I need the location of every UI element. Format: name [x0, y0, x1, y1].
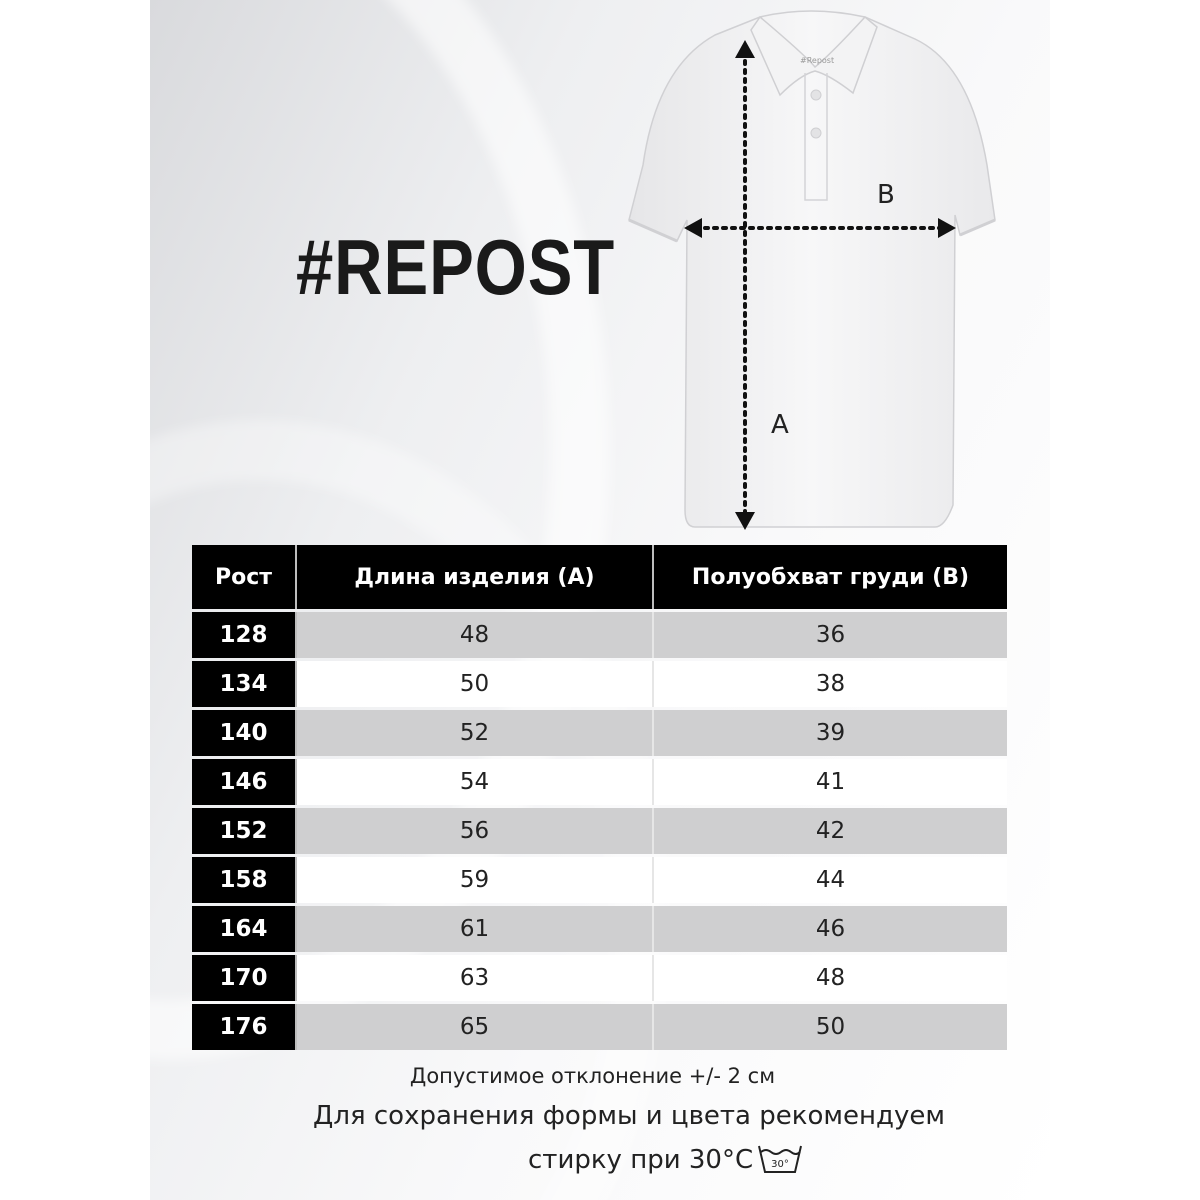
cell-rost: 140 [192, 710, 297, 756]
header-chest: Полуобхват груди (В) [654, 545, 1007, 609]
tolerance-note: Допустимое отклонение +/- 2 см [409, 1064, 776, 1088]
cell-length: 48 [297, 612, 654, 658]
cell-length: 50 [297, 661, 654, 707]
wash-30-icon [757, 1142, 803, 1176]
cell-chest: 36 [654, 612, 1007, 658]
table-row [192, 857, 1007, 903]
care-note-line2: стирку при 30°С [528, 1145, 754, 1175]
shirt-tag-text: #Repost [800, 56, 835, 65]
cell-rost: 176 [192, 1004, 297, 1050]
label-b: B [877, 180, 895, 210]
cell-length: 63 [297, 955, 654, 1001]
table-row [192, 661, 1007, 707]
table-row [192, 1004, 1007, 1050]
table-row [192, 759, 1007, 805]
cell-length: 65 [297, 1004, 654, 1050]
table-row [192, 612, 1007, 658]
cell-length: 59 [297, 857, 654, 903]
cell-chest: 48 [654, 955, 1007, 1001]
cell-rost: 164 [192, 906, 297, 952]
cell-chest: 46 [654, 906, 1007, 952]
cell-length: 54 [297, 759, 654, 805]
care-note-line1: Для сохранения формы и цвета рекомендуем [313, 1101, 945, 1131]
label-a: A [771, 410, 789, 440]
chest-arrow-b [684, 218, 956, 238]
cell-rost: 134 [192, 661, 297, 707]
wash-temp-text: 30° [771, 1159, 789, 1170]
table-row [192, 808, 1007, 854]
size-table [192, 542, 1007, 1053]
length-arrow-a [735, 40, 755, 530]
cell-rost: 158 [192, 857, 297, 903]
header-rost: Рост [192, 545, 297, 609]
cell-chest: 41 [654, 759, 1007, 805]
cell-rost: 170 [192, 955, 297, 1001]
brand-logo: #REPOST [296, 223, 616, 311]
cell-chest: 50 [654, 1004, 1007, 1050]
cell-chest: 38 [654, 661, 1007, 707]
table-row [192, 955, 1007, 1001]
cell-chest: 42 [654, 808, 1007, 854]
cell-length: 56 [297, 808, 654, 854]
header-length: Длина изделия (А) [297, 545, 654, 609]
cell-length: 52 [297, 710, 654, 756]
table-row [192, 710, 1007, 756]
size-table-header [192, 545, 1007, 609]
cell-rost: 152 [192, 808, 297, 854]
table-row [192, 906, 1007, 952]
cell-chest: 39 [654, 710, 1007, 756]
cell-rost: 146 [192, 759, 297, 805]
cell-length: 61 [297, 906, 654, 952]
cell-rost: 128 [192, 612, 297, 658]
cell-chest: 44 [654, 857, 1007, 903]
